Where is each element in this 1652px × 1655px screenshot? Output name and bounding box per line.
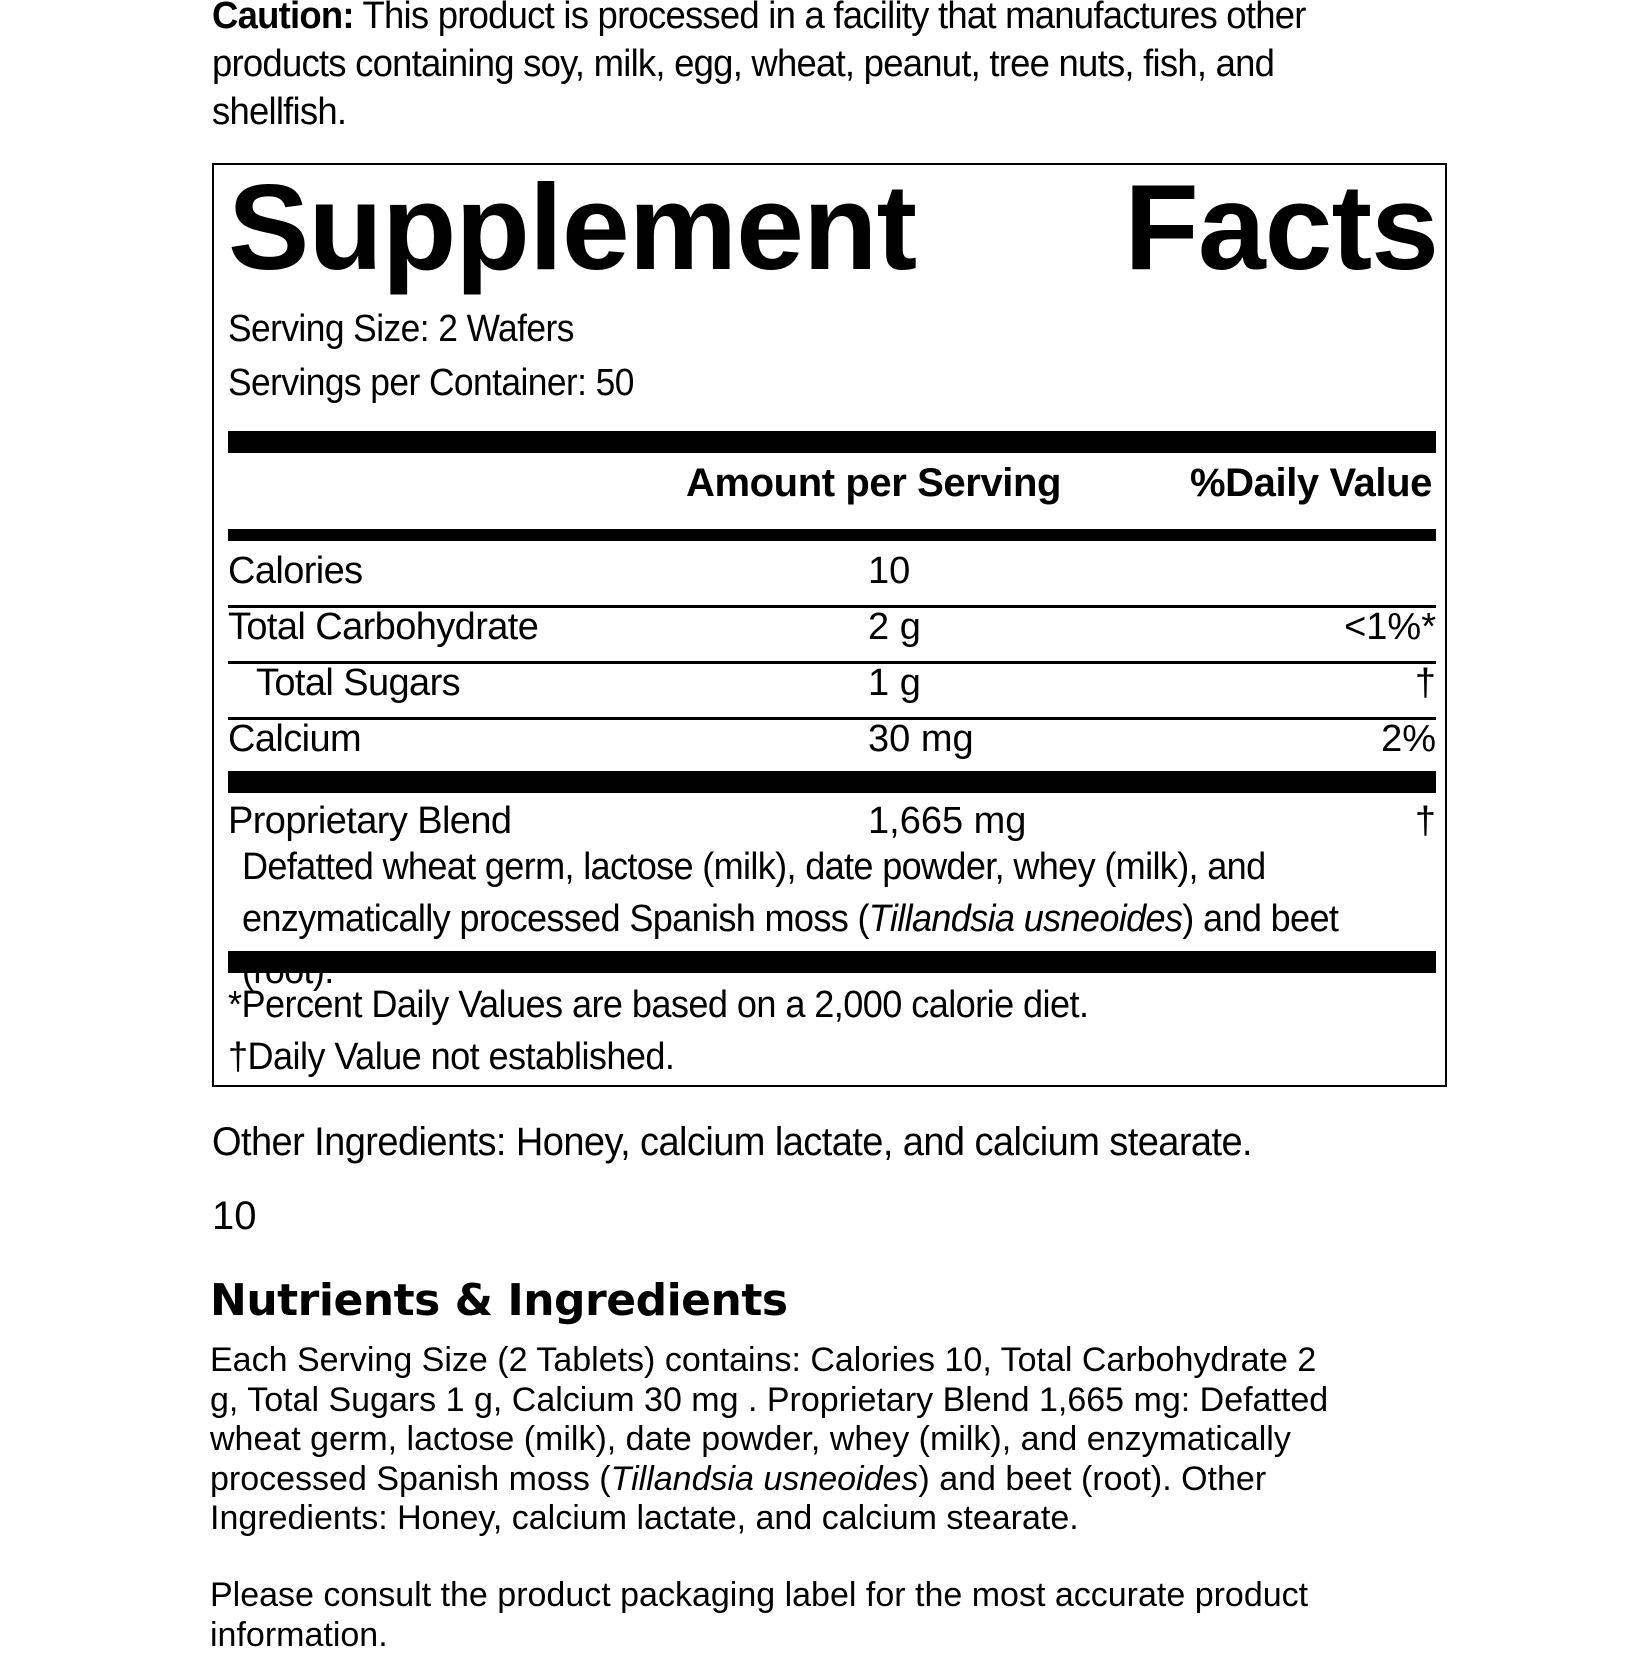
body-line: Each Serving Size (2 Tablets) contains: Calories 10, Total Carbohydrate 2 bbox=[210, 1341, 1450, 1381]
supplement-facts-panel bbox=[212, 163, 1447, 1087]
blend-dv: † bbox=[1415, 799, 1436, 843]
page-number: 10 bbox=[212, 1192, 257, 1240]
blend-description bbox=[242, 841, 1373, 997]
nutrients-ingredients-text bbox=[210, 1341, 1450, 1539]
daily-value-header: %Daily Value bbox=[1190, 461, 1432, 505]
nutrient-row bbox=[228, 541, 1436, 597]
blend-name: Proprietary Blend bbox=[228, 799, 511, 843]
body-line: Ingredients: Honey, calcium lactate, and calcium stearate. bbox=[210, 1499, 1450, 1539]
footnote-dagger: †Daily Value not established. bbox=[228, 1035, 674, 1079]
thick-divider bbox=[228, 951, 1436, 973]
footnote-percent-dv: *Percent Daily Values are based on a 2,000 calorie diet. bbox=[228, 983, 1088, 1027]
note-line: information. bbox=[210, 1616, 1450, 1655]
nutrient-amount: 1 g bbox=[868, 661, 921, 705]
body-line: wheat germ, lactose (milk), date powder, whey (milk), and enzymatically bbox=[210, 1420, 1450, 1460]
caution-label: Caution: bbox=[212, 0, 354, 37]
nutrient-row bbox=[228, 709, 1436, 765]
proprietary-blend-row bbox=[228, 791, 1436, 847]
body-line: processed Spanish moss (Tillandsia usneoides) and beet (root). Other bbox=[210, 1460, 1450, 1500]
note-line: Please consult the product packaging label for the most accurate product bbox=[210, 1576, 1450, 1616]
title-word-supplement: Supplement bbox=[228, 167, 916, 287]
blend-desc-line: enzymatically processed Spanish moss (Tillandsia usneoides) and beet bbox=[242, 893, 1373, 997]
title-word-facts: Facts bbox=[1124, 167, 1438, 287]
blend-amount: 1,665 mg bbox=[868, 799, 1026, 843]
packaging-note bbox=[210, 1576, 1450, 1655]
blend-desc-line: Defatted wheat germ, lactose (milk), date powder, whey (milk), and bbox=[242, 841, 1373, 893]
thick-divider bbox=[228, 431, 1436, 453]
nutrient-name: Calories bbox=[228, 549, 363, 593]
nutrient-dv: 2% bbox=[1381, 717, 1436, 761]
caution-text: This product is processed in a facility that manufactures other products containing soy, milk, egg, wheat, peanut, tree nuts, fish, and shellfish. bbox=[212, 0, 1306, 133]
thick-divider bbox=[228, 771, 1436, 793]
nutrient-name: Total Carbohydrate bbox=[228, 605, 538, 649]
nutrient-name: Calcium bbox=[228, 717, 361, 761]
nutrient-dv: † bbox=[1415, 661, 1436, 705]
other-ingredients: Other Ingredients: Honey, calcium lactate, and calcium stearate. bbox=[212, 1118, 1252, 1166]
nutrient-row bbox=[228, 597, 1436, 653]
nutrient-name: Total Sugars bbox=[256, 661, 460, 705]
nutrient-row bbox=[228, 653, 1436, 709]
amount-per-serving-header: Amount per Serving bbox=[686, 461, 1061, 505]
nutrient-amount: 10 bbox=[868, 549, 910, 593]
servings-per-container: Servings per Container: 50 bbox=[228, 361, 634, 405]
panel-title bbox=[228, 167, 1438, 287]
body-line: g, Total Sugars 1 g, Calcium 30 mg . Proprietary Blend 1,665 mg: Defatted bbox=[210, 1381, 1450, 1421]
nutrient-amount: 30 mg bbox=[868, 717, 974, 761]
serving-size: Serving Size: 2 Wafers bbox=[228, 307, 574, 351]
medium-divider bbox=[228, 529, 1436, 541]
nutrient-amount: 2 g bbox=[868, 605, 921, 649]
nutrients-ingredients-heading: Nutrients & Ingredients bbox=[210, 1275, 788, 1327]
caution-statement bbox=[212, 0, 1402, 136]
nutrient-dv: <1%* bbox=[1344, 605, 1436, 649]
